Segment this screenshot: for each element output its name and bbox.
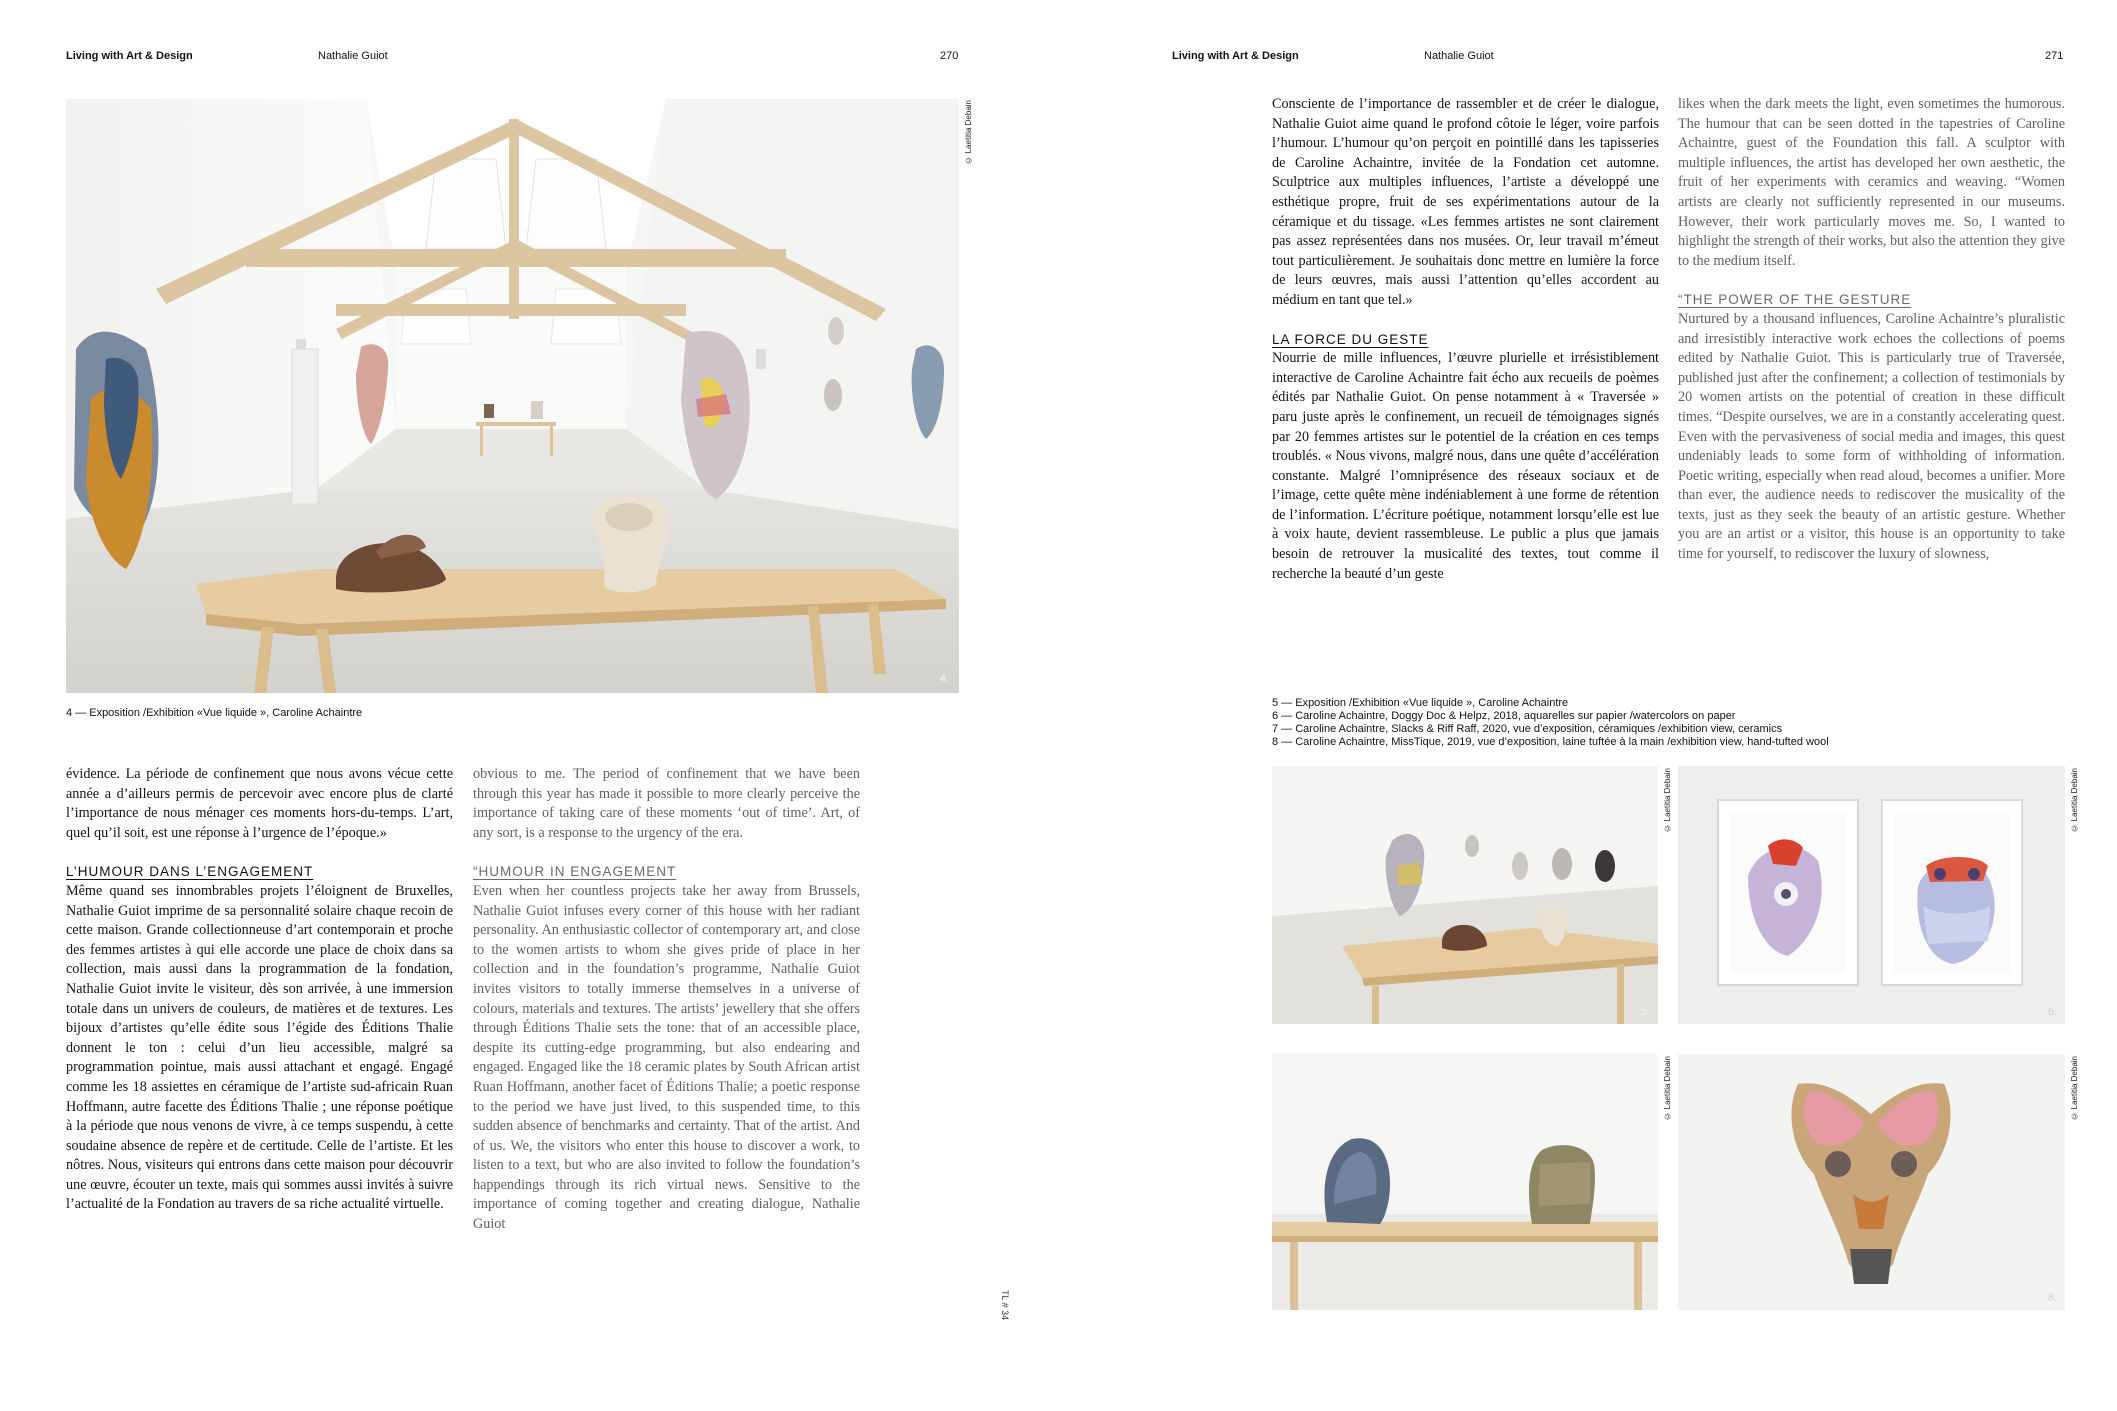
exhibition-photo-5 <box>1272 766 1658 1024</box>
tapestry-photo-8 <box>1678 1054 2065 1310</box>
photo-4-number: 4. <box>939 673 949 685</box>
left-running-head-author: Nathalie Guiot <box>318 50 388 62</box>
right-french-heading: LA FORCE DU GESTE <box>1272 331 1429 347</box>
ceramics-illustration <box>1272 1054 1658 1310</box>
photo-6-number: 6. <box>2047 1006 2057 1018</box>
caption-4: 4 — Exposition /Exhibition «Vue liquide », Caroline Achaintre <box>66 707 363 719</box>
caption-5: 5 — Exposition /Exhibition «Vue liquide », Caroline Achaintre <box>1272 697 1569 709</box>
left-running-head-section: Living with Art & Design <box>66 50 193 62</box>
left-english-body: Even when her countless projects take her away from Brussels, Nathalie Guiot infuses every corner of this house with her radiant personality. An enthusiastic collector of contemporary art, and close to the women artists to whom she gives pride of place in her collection and in the foundation’s programme, Nathalie Guiot invites visitors to totally immerse themselves in a universe of colours, materials and textures. The artists’ jewellery that she offers through Éditions Thalie sets the tone: that of an accessible place, despite its cutting-edge programming, but also endearing and engaged. Engaged like the 18 ceramic plates by South African artist Ruan Hoffmann, another facet of Éditions Thalie; a poetic response to the period we have just lived, to this suspended time, to this sudden absence of benchmarks and certainty. That of the artist. And of us. We, the visitors who enter this house to discover a work, to listen to a text, but who are also invited to follow the foundation’s happendings through its rich virtual news. Sensitive to the importance of coming together and creating dialogue, Nathalie Guiot <box>473 882 860 1233</box>
right-french-intro: Consciente de l’importance de rassembler et de créer le dialogue, Nathalie Guiot aime quand le profond côtoie le léger, voire parfois l’humour. L’humour qu’on perçoit en pointillé dans les tapisseries de Caroline Achaintre, invitée de la Fondation cet automne. Sculptrice aux multiples influences, l’artiste a développé une esthétique propre, fruit de ses expérimentations autour de la céramique et du tissage. «Les femmes artistes ne sont clairement pas assez représentées dans nos musées. Or, leur travail m’émeut tout particulièrement. Je souhaitais donc mettre en lumière la force de leurs œuvres, mais aussi l’attention qu’elles accordent au médium en tant que tel.» <box>1272 96 1659 308</box>
left-french-column <box>66 765 453 1215</box>
photo-7-credit: © Laetitia Debain <box>1663 1056 1672 1121</box>
side-folio: TL # 34 <box>1000 1290 1010 1321</box>
exhibition-photo-4 <box>66 99 959 693</box>
ceramics-photo-7 <box>1272 1054 1658 1310</box>
right-french-body: Nourrie de mille influences, l’œuvre plurielle et irrésistiblement interactive de Caroline Achaintre fait écho aux recueils de poèmes édités par Nathalie Guiot. On pense notamment à « Traversée » paru juste après le confinement, un recueil de témoignages signés par 20 femmes artistes sur le potentiel de la création en ces temps troublés. « Nous vivons, malgré nous, dans une quête d’accélération constante. Malgré l’omniprésence des réseaux sociaux et de l’image, cette quête mène indéniablement à une forme de rétention de l’information. L’écriture poétique, notamment lorsqu’elle est lue à voix haute, devient rassembleuse. Le public a plus que jamais besoin de retrouver la musicalité des textes, tout comme il recherche la beauté d’un geste <box>1272 350 1659 582</box>
left-english-intro: obvious to me. The period of confinement that we have been through this year has made it possible to more clearly perceive the importance of taking care of these moments ‘out of time’. Art, of any sort, is a response to the urgency of the era. <box>473 766 860 841</box>
left-french-heading: L’HUMOUR DANS L’ENGAGEMENT <box>66 864 314 880</box>
right-running-head-section: Living with Art & Design <box>1172 50 1299 62</box>
photo-5-credit: © Laetitia Debain <box>1663 768 1672 833</box>
watercolors-illustration <box>1678 766 2065 1024</box>
left-english-heading: “HUMOUR IN ENGAGEMENT <box>473 864 677 880</box>
caption-6: 6 — Caroline Achaintre, Doggy Doc & Helpz, 2018, aquarelles sur papier /watercolors on paper <box>1272 710 1736 722</box>
right-english-heading: “THE POWER OF THE GESTURE <box>1678 292 1912 308</box>
right-french-column <box>1272 95 1659 584</box>
right-english-body: Nurtured by a thousand influences, Caroline Achaintre’s pluralistic and irresistibly interactive work echoes the collections of poems edited by Nathalie Guiot. This is particularly true of Traversée, published just after the confinement; a collection of testimonials by 20 women artists on the potential of creation in these difficult times. “Despite ourselves, we are in a constantly accelerating quest. Even with the pervasiveness of social media and images, this quest undeniably leads to some form of withholding of information. Poetic writing, especially when read aloud, becomes a unifier. More than ever, the audience needs to rediscover the musicality of the texts, just as they seek the beauty of an artistic gesture. Whether you are an artist or a visitor, this house is an opportunity to take time for yourself, to rediscover the luxury of slowness, <box>1678 310 2065 563</box>
left-english-column <box>473 765 860 1235</box>
caption-8: 8 — Caroline Achaintre, MissTique, 2019, vue d’exposition, laine tuftée à la main /exhibition view, hand-tufted wool <box>1272 736 1829 748</box>
right-page-number: 271 <box>2045 50 2064 62</box>
photo-8-credit: © Laetitia Debain <box>2070 1056 2079 1121</box>
left-page-number: 270 <box>940 50 959 62</box>
photo-8-number: 8. <box>2047 1292 2057 1304</box>
left-french-body: Même quand ses innombrables projets l’éloignent de Bruxelles, Nathalie Guiot imprime de sa personnalité solaire chaque recoin de cette maison. Grande collectionneuse d’art contemporain et proche des femmes artistes à qui elle accorde une place de choix dans sa collection, mais aussi dans la programmation de la fondation, Nathalie Guiot invite le visiteur, dès son arrivée, à une immersion totale dans un univers de couleurs, de matières et de textures. Les bijoux d’artistes qu’elle édite sous l’égide des Éditions Thalie donnent le ton : celui d’un lieu accessible, malgré sa programmation pointue, mais aussi attachant et engagé. Engagé comme les 18 assiettes en céramique de l’artiste sud-africain Ruan Hoffmann, autre facette des Éditions Thalie ; une réponse poétique à la période que nous venons de vivre, à ce temps suspendu, à cette soudaine absence de repère et de certitude. Celle de l’artiste. Et les nôtres. Nous, visiteurs qui entrons dans cette maison pour découvrir une œuvre, écouter un texte, mais qui sommes aussi invités à suivre l’actualité de la Fondation au travers de sa riche actualité virtuelle. <box>66 882 453 1213</box>
right-english-intro: likes when the dark meets the light, even sometimes the humorous. The humour that can be seen dotted in the tapestries of Caroline Achaintre, guest of the Foundation this fall. A sculptor with multiple influences, the artist has developed her own aesthetic, the fruit of her experiments with ceramics and weaving. “Women artists are clearly not sufficiently represented in our museums. However, their work particularly moves me. So, I wanted to highlight the strength of their works, but also the attention they give to the medium itself. <box>1678 96 2065 269</box>
right-running-head-author: Nathalie Guiot <box>1424 50 1494 62</box>
photo-6-credit: © Laetitia Debain <box>2070 768 2079 833</box>
gallery-view-illustration <box>1272 766 1658 1024</box>
photo-7-number: 7. <box>1640 1292 1650 1304</box>
gallery-room-illustration <box>66 99 959 693</box>
photo-5-number: 5. <box>1640 1006 1650 1018</box>
artwork-photo-6 <box>1678 766 2065 1024</box>
caption-7: 7 — Caroline Achaintre, Slacks & Riff Raff, 2020, vue d’exposition, céramiques /exhibition view, ceramics <box>1272 723 1783 735</box>
right-captions <box>1272 697 1829 749</box>
tapestry-illustration <box>1678 1054 2065 1310</box>
photo-4-credit: © Laetitia Debain <box>964 100 973 165</box>
left-french-intro: évidence. La période de confinement que nous avons vécue cette année a d’ailleurs permis de percevoir avec encore plus de clarté l’importance de nous ménager ces moments hors-du-temps. L’art, quel qu’il soit, est une réponse à l’urgence de l’époque.» <box>66 766 453 841</box>
right-english-column <box>1678 95 2065 565</box>
